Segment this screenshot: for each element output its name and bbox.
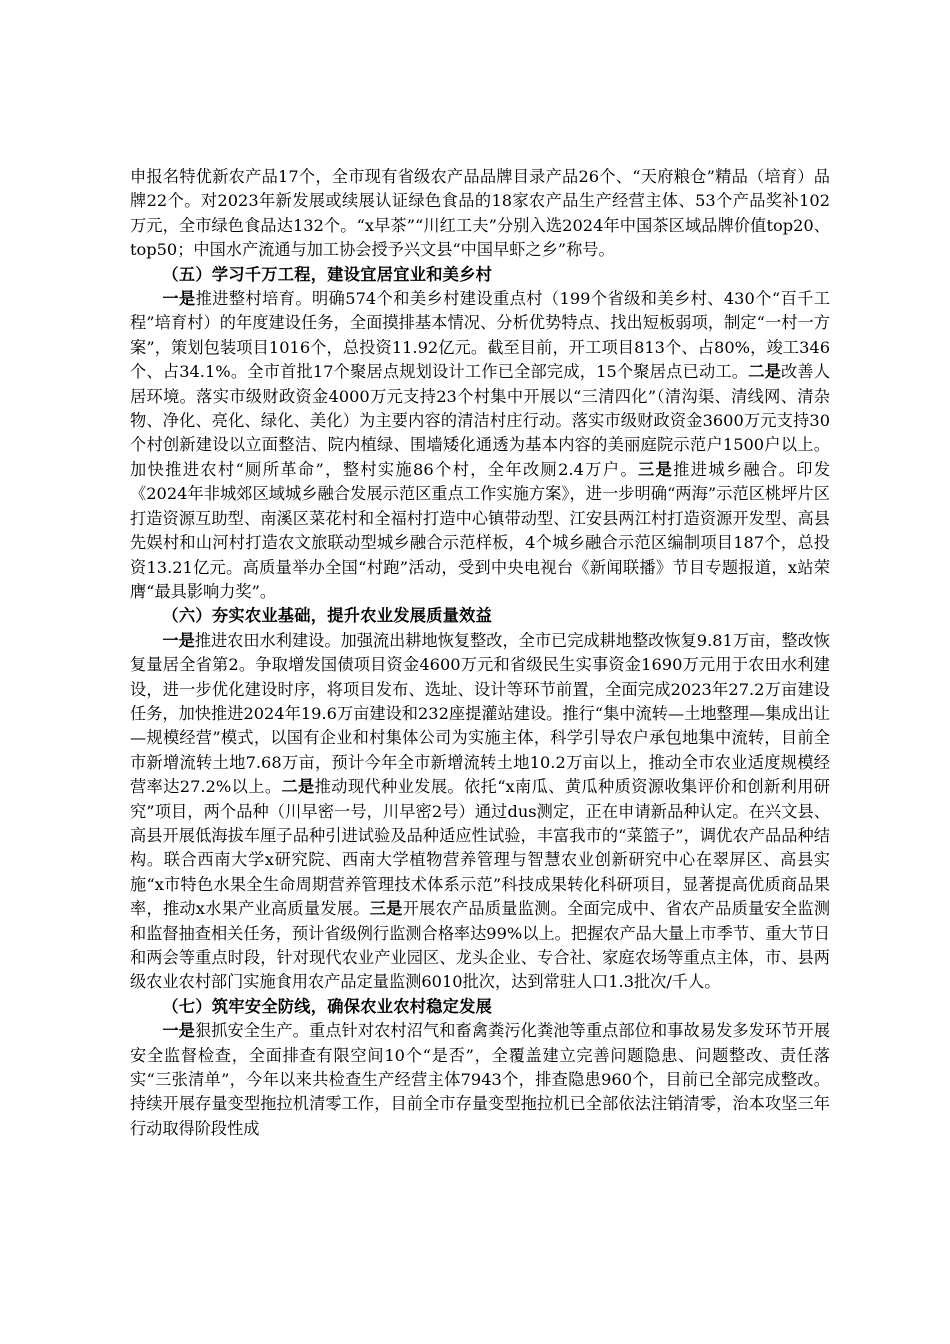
paragraph-text: 推进农田水利建设。加强流出耕地恢复整改，全市已完成耕地整改恢复9.81万亩，整改恢复量居全省第2。争取增发国债项目资金4600万元和省级民生实事资金1690万元用于农田水利建设，进一步优化建设时序，将项目发布、选址、设计等环节前置，全面完成2023年27.2万亩建设任务，加快推进2024年19.6万亩建设和232座提灌站建设。推行“集中流转—土地整理—集成出让—规模经营”模式，以国有企业和村集体公司为实施主体，科学引导农户承包地集中流转，目前全市新增流转土地7.68万亩，预计今年全市新增流转土地10.2万亩以上，推动全市农业适度规模经营率达27.2%以上。 [130,630,830,797]
lead-marker: 三是 [369,899,403,919]
section-heading-7: （七）筑牢安全防线，确保农业农村稳定发展 [162,996,493,1016]
section-5-paragraph [130,287,830,604]
section-heading-6: （六）夯实农业基础，提升农业发展质量效益 [162,606,493,626]
paragraph-text: 推进整村培育。明确574个和美乡村建设重点村（199个省级和美乡村、430个“百千工程”培育村）的年度建设任务，全面摸排基本情况、分析优势特点、找出短板弱项，制定“一村一方案”，策划包装项目1016个，总投资11.92亿元。截至目前，开工项目813个、占80%，竣工346个、占34.1%。全市首批17个聚居点规划设计工作已全部完成，15个聚居点已动工。 [130,289,831,382]
paragraph-text: 推动现代种业发展。依托“x南瓜、黄瓜种质资源收集评价和创新利用研究”项目，两个品种（川早密一号，川早密2号）通过dus测定，正在申请新品种认定。在兴文县、高县开展低海拔车厘子品种引进试验及品种适应性试验，丰富我市的“菜篮子”，调优农产品品种结构。联合西南大学x研究院、西南大学植物营养管理与智慧农业创新研究中心在翠屏区、高县实施“x市特色水果全生命周期营养管理技术体系示范”科技成果转化科研项目，显著提高优质商品果率，推动x水果产业高质量发展。 [130,777,830,919]
lead-marker: 三是 [638,459,674,479]
lead-marker: 一是 [162,630,195,650]
lead-marker: 一是 [162,289,196,309]
section-6-paragraph [130,629,830,995]
lead-marker: 一是 [162,1021,195,1041]
section-7-paragraph [130,1019,830,1141]
intro-paragraph: 申报名特优新农产品17个，全市现有省级农产品品牌目录产品26个、“天府粮仓”精品（培育）品牌22个。对2023年新发展或续展认证绿色食品的18家农产品生产经营主体、53个产品奖补102万元，全市绿色食品达132个。“x早茶”“川红工夫”分别入选2024年中国茶区域品牌价值top20、top50；中国水产流通与加工协会授予兴文县“中国早虾之乡”称号。 [130,167,830,260]
document-body [130,165,830,1141]
paragraph-text: 狠抓安全生产。重点针对农村沼气和畜禽粪污化粪池等重点部位和事故易发多发环节开展安全监督检查，全面排查有限空间10个“是否”，全覆盖建立完善问题隐患、问题整改、责任落实“三张清单”，今年以来共检查生产经营主体7943个，排查隐患960个，目前已全部完成整改。持续开展存量变型拖拉机清零工作，目前全市存量变型拖拉机已全部依法注销清零，治本攻坚三年行动取得阶段性成 [130,1021,831,1138]
lead-marker: 二是 [748,362,782,382]
paragraph-text: 开展农产品质量监测。全面完成中、省农产品质量安全监测和监督抽查相关任务，预计省级例行监测合格率达99%以上。把握农产品大量上市季节、重大节日和两会等重点时段，针对现代农业产业园区、龙头企业、专合社、家庭农场等重点主体，市、县两级农业农村部门实施食用农产品定量监测6010批次，达到常驻人口1.3批次/千人。 [130,899,831,992]
lead-marker: 二是 [281,777,315,797]
paragraph-text: 改善人居环境。落实市级财政资金4000万元支持23个村集中开展以“三清四化”（清沟渠、清线网、清杂物、净化、亮化、绿化、美化）为主要内容的清洁村庄行动。落实市级财政资金3600万元支持30个村创新建设以立面整洁、院内植绿、围墙矮化通透为基本内容的美丽庭院示范户1500户以上。加快推进农村“厕所革命”，整村实施86个村，全年改厕2.4万户。 [130,362,831,479]
paragraph-text: 推进城乡融合。印发《2024年非城郊区域城乡融合发展示范区重点工作实施方案》，进一步明确“两海”示范区桃坪片区打造资源互助型、南溪区菜花村和全福村打造中心镇带动型、江安县两江村打造资源开发型、高县先娱村和山河村打造农文旅联动型城乡融合示范样板，4个城乡融合示范区编制项目187个，总投资13.21亿元。高质量举办全国“村跑”活动，受到中央电视台《新闻联播》节目专题报道，x站荣膺“最具影响力奖”。 [130,459,831,601]
section-heading-5: （五）学习千万工程，建设宜居宜业和美乡村 [162,264,493,284]
